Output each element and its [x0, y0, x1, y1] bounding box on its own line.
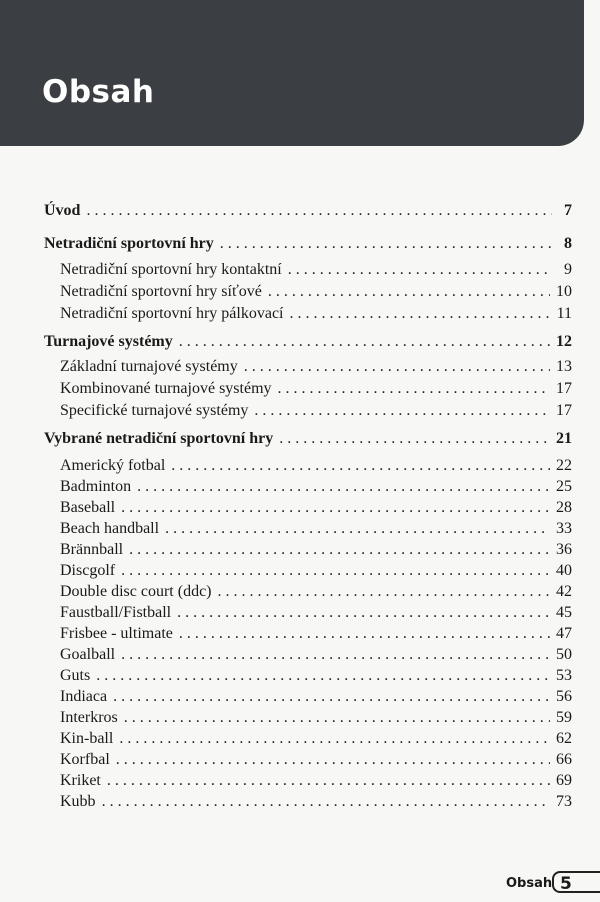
toc-entry-label: Kin-ball	[60, 730, 114, 747]
toc-entry-page: 9	[564, 261, 572, 278]
toc-entry-label: Guts	[60, 667, 91, 684]
toc-entry-label: Brännball	[60, 541, 124, 558]
toc-entry-label: Kombinované turnajové systémy	[60, 380, 272, 397]
toc-entry-page: 42	[556, 583, 572, 600]
toc-entry	[60, 602, 572, 624]
toc-leader-dots	[107, 770, 550, 792]
toc-entry-page: 10	[556, 283, 572, 300]
toc-entry-label: Frisbee - ultimate	[60, 625, 173, 642]
footer-section-label: Obsah	[506, 876, 553, 891]
toc-entry-page: 22	[556, 457, 572, 474]
toc-leader-dots	[220, 233, 552, 255]
toc-entry-page: 66	[556, 751, 572, 768]
toc-entry-page: 62	[556, 730, 572, 747]
toc-entry-label: Netradiční sportovní hry pálkovací	[60, 305, 284, 322]
toc-entry-page: 69	[556, 772, 572, 789]
toc-entry-page: 56	[556, 688, 572, 705]
toc-entry-label: Specifické turnajové systémy	[60, 402, 249, 419]
toc-entry	[60, 539, 572, 561]
toc-entry-label: Kubb	[60, 793, 96, 810]
toc-leader-dots	[119, 728, 550, 750]
toc-entry-label: Netradiční sportovní hry kontaktní	[60, 261, 282, 278]
toc-leader-dots	[218, 581, 550, 603]
toc-entry-label: Úvod	[44, 202, 81, 219]
toc-leader-dots	[278, 378, 550, 400]
toc-entry	[60, 707, 572, 729]
footer-page-number: 5	[552, 871, 600, 893]
toc-entry	[60, 686, 572, 708]
toc-entry-label: Turnajové systémy	[44, 333, 173, 350]
toc-entry	[60, 728, 572, 750]
toc-entry	[60, 378, 572, 400]
toc-entry	[60, 259, 572, 281]
toc-entry-page: 25	[556, 478, 572, 495]
toc-entry-page: 11	[556, 305, 572, 322]
toc-entry-page: 36	[556, 541, 572, 558]
toc-leader-dots	[121, 644, 550, 666]
toc-leader-dots	[290, 303, 551, 325]
toc-leader-dots	[268, 281, 550, 303]
toc-entry	[60, 749, 572, 771]
toc-leader-dots	[177, 602, 550, 624]
page-title: Obsah	[42, 74, 155, 110]
toc-entry-label: Vybrané netradiční sportovní hry	[44, 430, 274, 447]
toc-section-entry	[44, 428, 572, 450]
toc-entry-page: 73	[556, 793, 572, 810]
toc-entry	[60, 770, 572, 792]
toc-section-entry	[44, 200, 572, 222]
toc-entry-page: 50	[556, 646, 572, 663]
toc-entry-page: 8	[564, 235, 572, 252]
toc-entry-label: Netradiční sportovní hry síťové	[60, 283, 262, 300]
toc-entry-label: Korfbal	[60, 751, 110, 768]
toc-entry	[60, 665, 572, 687]
toc-entry-label: Základní turnajové systémy	[60, 358, 238, 375]
toc-entry-label: Netradiční sportovní hry	[44, 235, 214, 252]
toc-entry-label: Americký fotbal	[60, 457, 166, 474]
toc-entry	[60, 356, 572, 378]
toc-entry	[60, 281, 572, 303]
toc-entry	[60, 518, 572, 540]
toc-entry-label: Baseball	[60, 499, 116, 516]
toc-leader-dots	[116, 749, 550, 771]
toc-entry-page: 13	[556, 358, 572, 375]
header-banner	[0, 0, 584, 146]
toc-entry-label: Indiaca	[60, 688, 108, 705]
toc-entry	[60, 497, 572, 519]
toc-entry	[60, 644, 572, 666]
toc-entry-label: Kriket	[60, 772, 101, 789]
toc-leader-dots	[137, 476, 550, 498]
toc-entry-page: 33	[556, 520, 572, 537]
toc-entry	[60, 791, 572, 813]
toc-leader-dots	[113, 686, 550, 708]
toc-entry-page: 17	[556, 380, 572, 397]
toc-entry-page: 17	[556, 402, 572, 419]
toc-leader-dots	[179, 331, 550, 353]
toc-leader-dots	[171, 455, 550, 477]
toc-entry-page: 21	[556, 430, 572, 447]
toc-section-entry	[44, 233, 572, 255]
toc-leader-dots	[165, 518, 550, 540]
toc-entry-page: 59	[556, 709, 572, 726]
toc-leader-dots	[179, 623, 550, 645]
toc-entry	[60, 560, 572, 582]
toc-section-entry	[44, 331, 572, 353]
toc-leader-dots	[254, 400, 550, 422]
toc-leader-dots	[86, 200, 552, 222]
toc-entry-label: Discgolf	[60, 562, 116, 579]
toc-entry	[60, 581, 572, 603]
toc-entry-label: Double disc court (ddc)	[60, 583, 212, 600]
toc-leader-dots	[121, 497, 550, 519]
toc-entry	[60, 400, 572, 422]
toc-leader-dots	[96, 665, 550, 687]
toc-entry	[60, 476, 572, 498]
toc-leader-dots	[244, 356, 550, 378]
toc-entry-page: 53	[556, 667, 572, 684]
toc-entry-label: Faustball/Fistball	[60, 604, 172, 621]
toc-entry-page: 47	[556, 625, 572, 642]
toc-entry-label: Interkros	[60, 709, 118, 726]
toc-entry-page: 45	[556, 604, 572, 621]
toc-leader-dots	[288, 259, 552, 281]
toc-entry-page: 28	[556, 499, 572, 516]
toc-leader-dots	[129, 539, 550, 561]
toc-entry-label: Beach handball	[60, 520, 160, 537]
toc-entry	[60, 623, 572, 645]
toc-entry-page: 40	[556, 562, 572, 579]
toc-entry-label: Goalball	[60, 646, 116, 663]
toc-leader-dots	[121, 560, 550, 582]
toc-entry-page: 7	[564, 202, 572, 219]
toc-leader-dots	[102, 791, 550, 813]
toc-entry-page: 12	[556, 333, 572, 350]
toc-entry-label: Badminton	[60, 478, 132, 495]
toc-leader-dots	[279, 428, 550, 450]
toc-entry	[60, 303, 572, 325]
toc-leader-dots	[124, 707, 550, 729]
toc-entry	[60, 455, 572, 477]
